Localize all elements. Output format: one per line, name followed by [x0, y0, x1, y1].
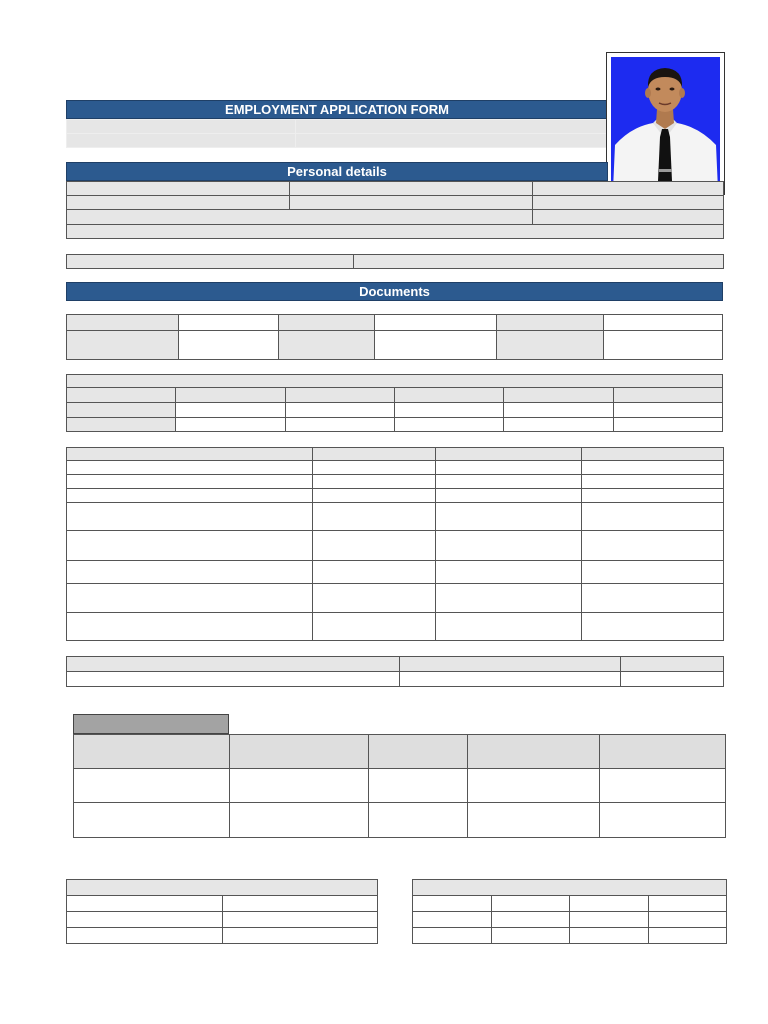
education-cell[interactable]	[313, 503, 436, 531]
personal-field[interactable]	[290, 196, 533, 210]
education-cell[interactable]	[436, 489, 582, 503]
education-cell[interactable]	[313, 489, 436, 503]
contact-field[interactable]	[354, 255, 724, 269]
education-cell[interactable]	[67, 475, 313, 489]
skills-cell[interactable]	[176, 403, 285, 417]
skills-cell[interactable]	[613, 403, 722, 417]
education-cell[interactable]	[582, 583, 724, 612]
skills-cell[interactable]	[504, 403, 613, 417]
bottom-right-cell[interactable]	[413, 928, 492, 944]
skills-col-header	[285, 388, 394, 403]
skills-header	[67, 375, 723, 388]
info-cell[interactable]	[296, 120, 608, 134]
document-field[interactable]	[179, 331, 279, 360]
references-table	[73, 734, 726, 838]
document-label	[67, 315, 179, 331]
references-col-header	[230, 735, 369, 769]
personal-field[interactable]	[533, 182, 724, 196]
references-cell[interactable]	[230, 769, 369, 803]
bottom-right-cell[interactable]	[648, 928, 727, 944]
personal-field[interactable]	[290, 182, 533, 196]
references-cell[interactable]	[369, 803, 468, 838]
references-cell[interactable]	[600, 769, 726, 803]
education-col-header	[67, 448, 313, 461]
skills-col-header	[504, 388, 613, 403]
signature-cell[interactable]	[400, 672, 621, 687]
personal-field[interactable]	[533, 210, 724, 225]
education-cell[interactable]	[582, 503, 724, 531]
education-cell[interactable]	[436, 531, 582, 560]
references-cell[interactable]	[369, 769, 468, 803]
education-cell[interactable]	[313, 461, 436, 475]
references-cell[interactable]	[74, 803, 230, 838]
references-col-header	[369, 735, 468, 769]
education-cell[interactable]	[67, 583, 313, 612]
form-title: EMPLOYMENT APPLICATION FORM	[66, 100, 608, 119]
education-col-header	[436, 448, 582, 461]
education-cell[interactable]	[67, 461, 313, 475]
personal-details-table	[66, 181, 724, 239]
document-label	[279, 331, 375, 360]
references-tab	[73, 714, 229, 734]
info-cell[interactable]	[296, 134, 608, 148]
bottom-right-cell[interactable]	[491, 928, 570, 944]
applicant-photo	[606, 52, 725, 195]
bottom-left-cell[interactable]	[222, 928, 378, 944]
education-cell[interactable]	[313, 531, 436, 560]
documents-header: Documents	[66, 282, 723, 301]
skills-cell[interactable]	[394, 417, 503, 431]
bottom-right-cell[interactable]	[413, 896, 492, 912]
education-cell[interactable]	[582, 560, 724, 583]
skills-table	[66, 374, 723, 432]
skills-col-header	[394, 388, 503, 403]
signature-cell[interactable]	[67, 672, 400, 687]
signature-col-header	[400, 657, 621, 672]
personal-field[interactable]	[67, 182, 290, 196]
photo-image	[611, 57, 720, 190]
education-cell[interactable]	[436, 560, 582, 583]
education-cell[interactable]	[67, 560, 313, 583]
education-cell[interactable]	[582, 612, 724, 640]
bottom-right-cell[interactable]	[570, 896, 649, 912]
education-cell[interactable]	[67, 503, 313, 531]
skills-row-label	[67, 403, 176, 417]
person-portrait-icon	[611, 57, 720, 190]
education-cell[interactable]	[313, 612, 436, 640]
education-cell[interactable]	[67, 489, 313, 503]
references-col-header	[600, 735, 726, 769]
document-label	[279, 315, 375, 331]
education-cell[interactable]	[67, 531, 313, 560]
skills-row-label	[67, 417, 176, 431]
info-cell[interactable]	[67, 134, 296, 148]
personal-field[interactable]	[533, 196, 724, 210]
document-label	[67, 331, 179, 360]
references-col-header	[74, 735, 230, 769]
skills-cell[interactable]	[176, 417, 285, 431]
bottom-left-cell[interactable]	[67, 912, 223, 928]
contact-row-table	[66, 254, 724, 269]
document-field[interactable]	[604, 315, 723, 331]
skills-cell[interactable]	[285, 403, 394, 417]
references-col-header	[468, 735, 600, 769]
skills-cell[interactable]	[613, 417, 722, 431]
references-cell[interactable]	[230, 803, 369, 838]
education-cell[interactable]	[582, 489, 724, 503]
personal-details-header: Personal details	[66, 162, 608, 181]
bottom-left-table	[66, 879, 378, 944]
bottom-left-cell[interactable]	[67, 896, 223, 912]
bottom-left-cell[interactable]	[222, 896, 378, 912]
bottom-left-cell[interactable]	[222, 912, 378, 928]
references-cell[interactable]	[74, 769, 230, 803]
signature-cell[interactable]	[621, 672, 724, 687]
bottom-right-cell[interactable]	[570, 912, 649, 928]
bottom-right-header	[413, 880, 727, 896]
skills-col-header	[613, 388, 722, 403]
education-cell[interactable]	[313, 560, 436, 583]
bottom-right-cell[interactable]	[648, 912, 727, 928]
skills-cell[interactable]	[504, 417, 613, 431]
skills-cell[interactable]	[394, 403, 503, 417]
bottom-right-table	[412, 879, 727, 944]
bottom-right-cell[interactable]	[648, 896, 727, 912]
signature-col-header	[67, 657, 400, 672]
education-col-header	[582, 448, 724, 461]
documents-table	[66, 314, 723, 360]
education-cell[interactable]	[67, 612, 313, 640]
education-cell[interactable]	[436, 503, 582, 531]
education-cell[interactable]	[313, 475, 436, 489]
bottom-right-cell[interactable]	[491, 912, 570, 928]
references-cell[interactable]	[468, 769, 600, 803]
bottom-right-cell[interactable]	[413, 912, 492, 928]
personal-field[interactable]	[67, 196, 290, 210]
signature-table	[66, 656, 724, 687]
document-field[interactable]	[179, 315, 279, 331]
document-label	[497, 315, 604, 331]
personal-field[interactable]	[67, 225, 724, 239]
document-label	[497, 331, 604, 360]
skills-cell[interactable]	[285, 417, 394, 431]
bottom-right-cell[interactable]	[570, 928, 649, 944]
education-cell[interactable]	[436, 612, 582, 640]
document-field[interactable]	[375, 331, 497, 360]
education-cell[interactable]	[436, 461, 582, 475]
signature-col-header	[621, 657, 724, 672]
references-cell[interactable]	[600, 803, 726, 838]
bottom-left-cell[interactable]	[67, 928, 223, 944]
education-cell[interactable]	[436, 475, 582, 489]
education-cell[interactable]	[582, 475, 724, 489]
personal-field[interactable]	[67, 210, 533, 225]
education-cell[interactable]	[436, 583, 582, 612]
document-field[interactable]	[375, 315, 497, 331]
education-cell[interactable]	[313, 583, 436, 612]
skills-col-header	[67, 388, 176, 403]
title-info-table	[66, 119, 608, 148]
skills-col-header	[176, 388, 285, 403]
document-field[interactable]	[604, 331, 723, 360]
references-cell[interactable]	[468, 803, 600, 838]
info-cell[interactable]	[67, 120, 296, 134]
education-col-header	[313, 448, 436, 461]
education-table	[66, 447, 724, 641]
education-cell[interactable]	[582, 461, 724, 475]
education-cell[interactable]	[582, 531, 724, 560]
contact-field[interactable]	[67, 255, 354, 269]
bottom-left-header	[67, 880, 378, 896]
bottom-right-cell[interactable]	[491, 896, 570, 912]
